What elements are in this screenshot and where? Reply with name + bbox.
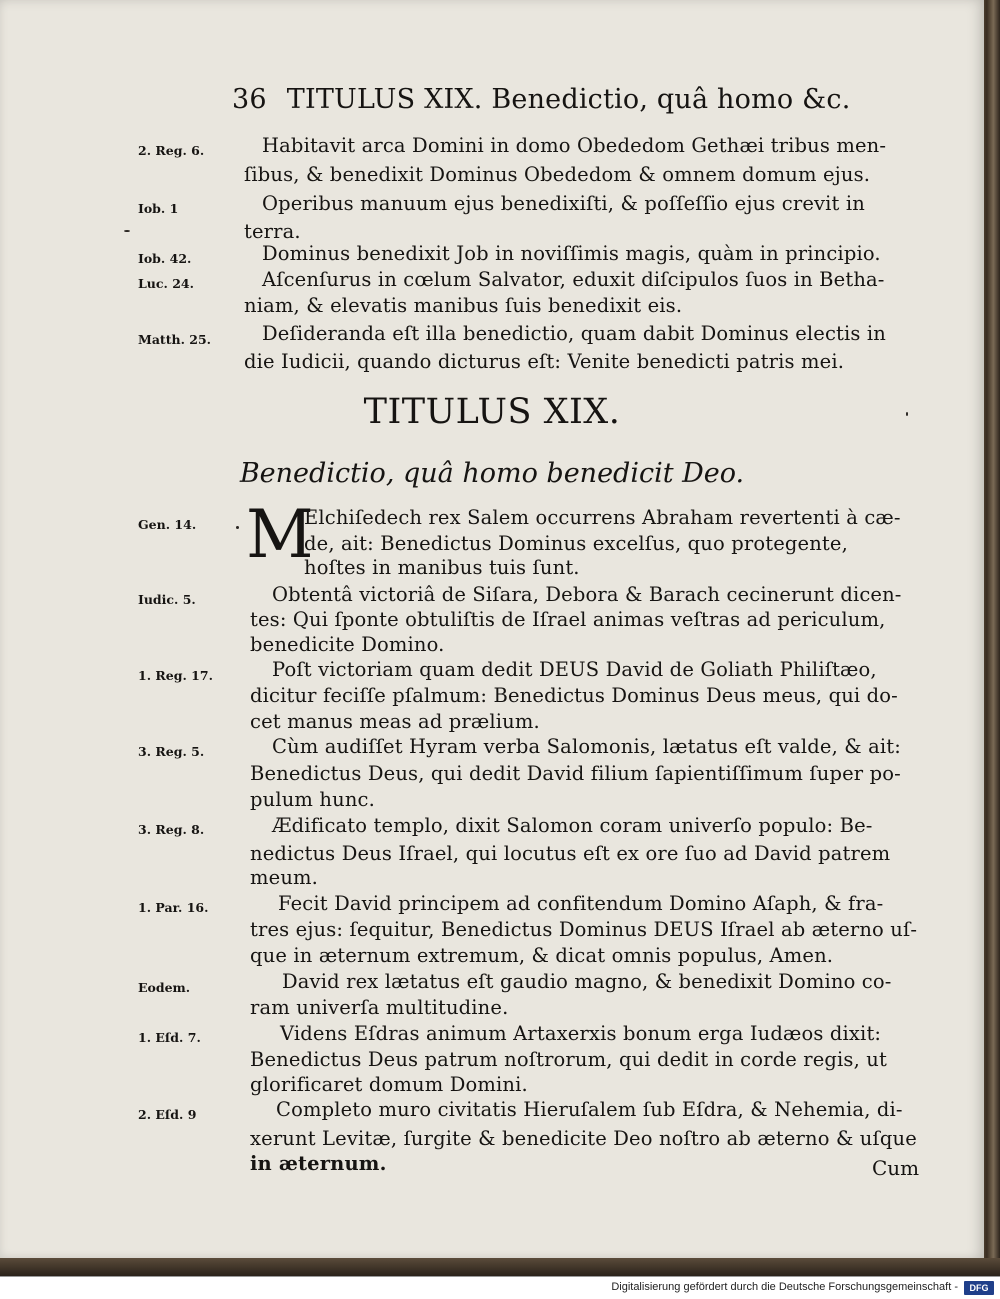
text-line: Operibus manuum ejus benedixiſti, & poſſeſſio ejus crevit in: [262, 192, 865, 215]
margin-reference: Iudic. 5.: [138, 592, 196, 607]
text-line: benedicite Domino.: [250, 633, 445, 656]
footer-text: Digitalisierung gefördert durch die Deutsche Forschungsgemeinschaft -: [611, 1281, 958, 1293]
text-line: in æternum.: [250, 1152, 387, 1175]
margin-reference: Luc. 24.: [138, 276, 194, 291]
footer-bar: [0, 1276, 1000, 1299]
ink-speck: [236, 526, 239, 529]
dfg-logo: DFG: [964, 1281, 994, 1295]
text-line: hoſtes in manibus tuis ſunt.: [304, 556, 580, 579]
text-line: xerunt Levitæ, ſurgite & benedicite Deo noſtro ab æterno & uſque: [250, 1127, 917, 1150]
page-number: 36: [232, 84, 267, 115]
section-heading: TITULUS XIX.: [363, 392, 621, 432]
text-line: Ædificato templo, dixit Salomon coram univerſo populo: Be-: [272, 814, 873, 837]
text-line: Deſideranda eſt illa benedictio, quam dabit Dominus electis in: [262, 322, 887, 345]
text-line: Fecit David principem ad confitendum Domino Aſaph, & fra-: [278, 892, 884, 915]
text-line: Cùm audiſſet Hyram verba Salomonis, lætatus eſt valde, & ait:: [272, 735, 902, 758]
text-line: Dominus benedixit Job in noviſſimis magis, quàm in principio.: [262, 242, 881, 265]
text-line: meum.: [250, 866, 319, 889]
text-line: Obtentâ victoriâ de Siſara, Debora & Barach cecinerunt dicen-: [272, 583, 902, 606]
margin-reference: Gen. 14.: [138, 517, 197, 532]
text-line: tres ejus: ſequitur, Benedictus Dominus DEUS Iſrael ab æterno uſ-: [250, 918, 918, 941]
text-line: ram univerſa multitudine.: [250, 996, 509, 1019]
text-line: cet manus meas ad prælium.: [250, 710, 540, 733]
text-line: David rex lætatus eſt gaudio magno, & benedixit Domino co-: [282, 970, 892, 993]
ink-speck: [906, 412, 908, 416]
section-subheading: Benedictio, quâ homo benedicit Deo.: [239, 458, 745, 489]
text-line: Poſt victoriam quam dedit DEUS David de Goliath Philiſtæo,: [272, 658, 877, 681]
text-line: Benedictus Deus, qui dedit David filium ſapientiſſimum ſuper po-: [250, 762, 901, 785]
text-line: ſibus, & benedixit Dominus Obededom & omnem domum ejus.: [244, 163, 871, 186]
margin-reference: Iob. 42.: [138, 251, 192, 266]
text-line: dicitur feciſſe pſalmum: Benedictus Dominus Deus meus, qui do-: [250, 684, 898, 707]
text-line: Aſcenſurus in cœlum Salvator, eduxit diſcipulos ſuos in Betha-: [262, 268, 885, 291]
running-head: [232, 84, 872, 115]
margin-reference: Iob. 1: [138, 201, 179, 216]
text-line: pulum hunc.: [250, 788, 375, 811]
margin-reference: 1. Eſd. 7.: [138, 1030, 201, 1045]
text-line: nedictus Deus Iſrael, qui locutus eſt ex ore ſuo ad David patrem: [250, 842, 891, 865]
text-line: Videns Eſdras animum Artaxerxis bonum erga Iudæos dixit:: [280, 1022, 882, 1045]
margin-reference: 1. Par. 16.: [138, 900, 209, 915]
margin-reference: 2. Eſd. 9: [138, 1107, 197, 1122]
text-line: Elchiſedech rex Salem occurrens Abraham revertenti à cæ-: [304, 506, 901, 529]
margin-reference: Matth. 25.: [138, 332, 212, 347]
drop-cap: M: [246, 496, 314, 573]
scan-edge-bottom: [0, 1258, 1000, 1276]
margin-reference: 3. Reg. 8.: [138, 822, 205, 837]
margin-reference: 1. Reg. 17.: [138, 668, 213, 683]
text-line: de, ait: Benedictus Dominus excelſus, quo protegente,: [304, 532, 848, 555]
text-line: glorificaret domum Domini.: [250, 1073, 528, 1096]
text-line: Benedictus Deus patrum noſtrorum, qui dedit in corde regis, ut: [250, 1048, 887, 1071]
ink-speck: [124, 230, 130, 232]
margin-reference: 2. Reg. 6.: [138, 143, 205, 158]
text-line: Habitavit arca Domini in domo Obededom Gethæi tribus men-: [262, 134, 887, 157]
text-line: die Iudicii, quando dicturus eſt: Venite benedicti patris mei.: [244, 350, 845, 373]
text-line: Completo muro civitatis Hieruſalem ſub Eſdra, & Nehemia, di-: [276, 1098, 903, 1121]
margin-reference: Eodem.: [138, 980, 191, 995]
text-line: que in æternum extremum, & dicat omnis populus, Amen.: [250, 944, 834, 967]
catchword: Cum: [872, 1156, 920, 1180]
text-line: niam, & elevatis manibus ſuis benedixit eis.: [244, 294, 683, 317]
text-line: terra.: [244, 220, 301, 243]
margin-reference: 3. Reg. 5.: [138, 744, 205, 759]
text-line: tes: Qui ſponte obtuliſtis de Iſrael animas veſtras ad periculum,: [250, 608, 886, 631]
running-head-text: TITULUS XIX. Benedictio, quâ homo &c.: [286, 84, 851, 115]
